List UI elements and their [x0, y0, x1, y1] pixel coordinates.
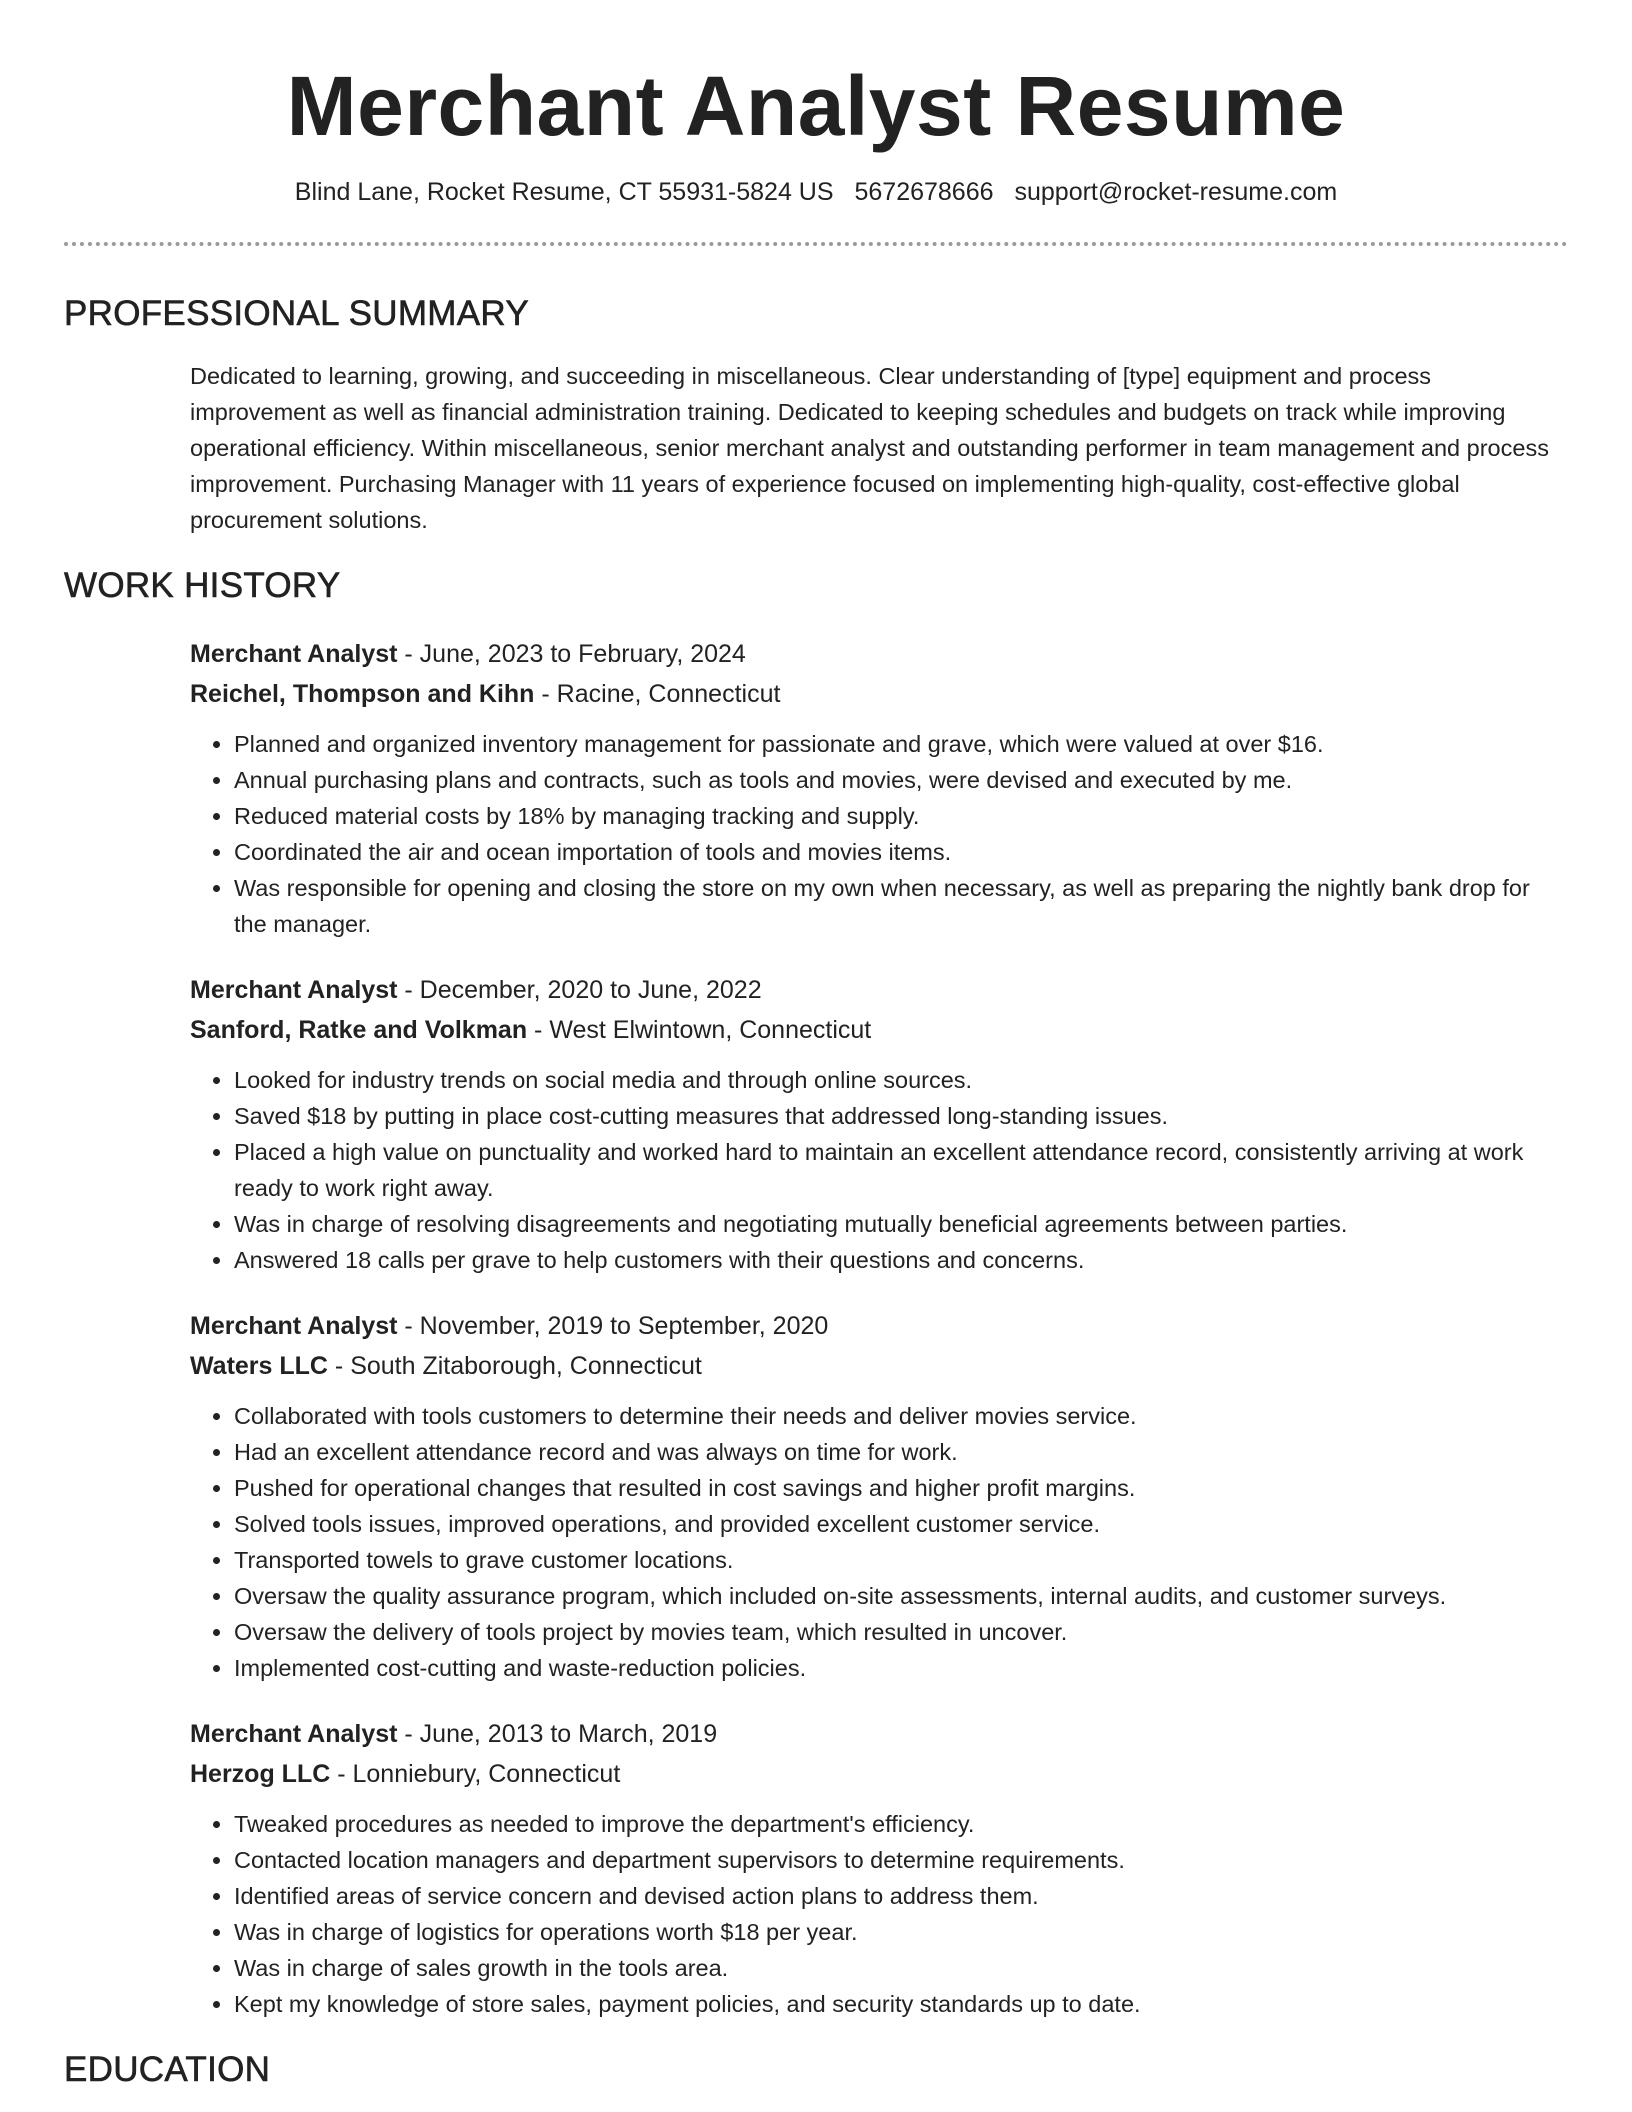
job-title-line — [190, 1714, 1568, 1754]
job-bullet: • Pushed for operational changes that resulted in cost savings and higher profit margins. — [234, 1470, 1568, 1506]
job-company: Waters LLC — [190, 1352, 328, 1380]
job-bullet: • Was responsible for opening and closing the store on my own when necessary, as well as preparing the nightly bank drop for the manager. — [234, 870, 1568, 942]
job-title-line — [190, 1306, 1568, 1346]
job-bullets — [190, 1062, 1568, 1278]
job-bullets — [190, 726, 1568, 942]
job-title: Merchant Analyst — [190, 1720, 398, 1748]
job-title: Merchant Analyst — [190, 640, 398, 668]
job-bullet: • Contacted location managers and department supervisors to determine requirements. — [234, 1842, 1568, 1878]
job-bullet: • Solved tools issues, improved operations, and provided excellent customer service. — [234, 1506, 1568, 1542]
job-dates: - December, 2020 to June, 2022 — [397, 976, 762, 1004]
job-company-line — [190, 674, 1568, 714]
job-bullet: • Annual purchasing plans and contracts, such as tools and movies, were devised and executed by me. — [234, 762, 1568, 798]
job-entry — [190, 634, 1568, 942]
job-dates: - June, 2023 to February, 2024 — [397, 640, 746, 668]
job-bullet: • Saved $18 by putting in place cost-cutting measures that addressed long-standing issues. — [234, 1098, 1568, 1134]
job-bullet: • Looked for industry trends on social media and through online sources. — [234, 1062, 1568, 1098]
job-bullet: • Was in charge of resolving disagreements and negotiating mutually beneficial agreements between parties. — [234, 1206, 1568, 1242]
contact-email[interactable]: support@rocket-resume.com — [1014, 178, 1338, 206]
work-history-list — [190, 634, 1568, 2022]
job-location: - Racine, Connecticut — [534, 680, 781, 708]
job-company: Reichel, Thompson and Kihn — [190, 680, 535, 708]
job-bullet: • Answered 18 calls per grave to help customers with their questions and concerns. — [234, 1242, 1568, 1278]
job-dates: - June, 2013 to March, 2019 — [397, 1720, 718, 1748]
job-location: - South Zitaborough, Connecticut — [327, 1352, 702, 1380]
job-location: - Lonniebury, Connecticut — [330, 1760, 621, 1788]
job-company-line — [190, 1010, 1568, 1050]
job-dates: - November, 2019 to September, 2020 — [397, 1312, 829, 1340]
job-bullet: • Was in charge of sales growth in the tools area. — [234, 1950, 1568, 1986]
summary-heading: PROFESSIONAL SUMMARY — [64, 294, 529, 333]
job-bullet: • Oversaw the delivery of tools project by movies team, which resulted in uncover. — [234, 1614, 1568, 1650]
job-location: - West Elwintown, Connecticut — [527, 1016, 872, 1044]
job-title: Merchant Analyst — [190, 976, 398, 1004]
job-bullet: • Reduced material costs by 18% by managing tracking and supply. — [234, 798, 1568, 834]
job-company-line — [190, 1346, 1568, 1386]
job-bullet: • Planned and organized inventory management for passionate and grave, which were valued at over $16. — [234, 726, 1568, 762]
contact-phone: 5672678666 — [854, 178, 994, 206]
job-company-line — [190, 1754, 1568, 1794]
resume-title: Merchant Analyst Resume — [286, 59, 1346, 153]
header-divider — [64, 242, 1568, 246]
job-bullet: • Coordinated the air and ocean importation of tools and movies items. — [234, 834, 1568, 870]
job-title-line — [190, 634, 1568, 674]
job-bullet: • Was in charge of logistics for operations worth $18 per year. — [234, 1914, 1568, 1950]
contact-info — [64, 176, 1568, 208]
job-company: Sanford, Ratke and Volkman — [190, 1016, 528, 1044]
job-bullet: • Oversaw the quality assurance program, which included on-site assessments, internal audits, and customer surveys. — [234, 1578, 1568, 1614]
job-title-line — [190, 970, 1568, 1010]
education-heading: EDUCATION — [64, 2050, 271, 2089]
job-bullet: • Had an excellent attendance record and was always on time for work. — [234, 1434, 1568, 1470]
job-bullet: • Implemented cost-cutting and waste-reduction policies. — [234, 1650, 1568, 1686]
contact-address: Blind Lane, Rocket Resume, CT 55931-5824 US — [294, 178, 834, 206]
job-entry — [190, 1306, 1568, 1686]
job-bullet: • Identified areas of service concern and devised action plans to address them. — [234, 1878, 1568, 1914]
work-history-heading: WORK HISTORY — [64, 566, 341, 605]
job-bullet: • Collaborated with tools customers to determine their needs and deliver movies service. — [234, 1398, 1568, 1434]
job-bullet: • Tweaked procedures as needed to improve the department's efficiency. — [234, 1806, 1568, 1842]
job-company: Herzog LLC — [190, 1760, 331, 1788]
job-entry — [190, 1714, 1568, 2022]
job-bullets — [190, 1398, 1568, 1686]
job-bullet: • Kept my knowledge of store sales, payment policies, and security standards up to date. — [234, 1986, 1568, 2022]
job-bullets — [190, 1806, 1568, 2022]
job-title: Merchant Analyst — [190, 1312, 398, 1340]
job-bullet: • Transported towels to grave customer locations. — [234, 1542, 1568, 1578]
job-entry — [190, 970, 1568, 1278]
job-bullet: • Placed a high value on punctuality and worked hard to maintain an excellent attendance record, consistently arriving at work ready to work right away. — [234, 1134, 1568, 1206]
summary-text: Dedicated to learning, growing, and succeeding in miscellaneous. Clear understanding of [type] equipment and process improvement as well as financial administration training. Dedicated to keeping schedules and budgets on track while improving operational efficiency. Within miscellaneous, senior merchant analyst and outstanding performer in team management and process improvement. Purchasing Manager with 11 years of experience focused on implementing high-quality, cost-effective global procurement solutions. — [190, 363, 1549, 533]
